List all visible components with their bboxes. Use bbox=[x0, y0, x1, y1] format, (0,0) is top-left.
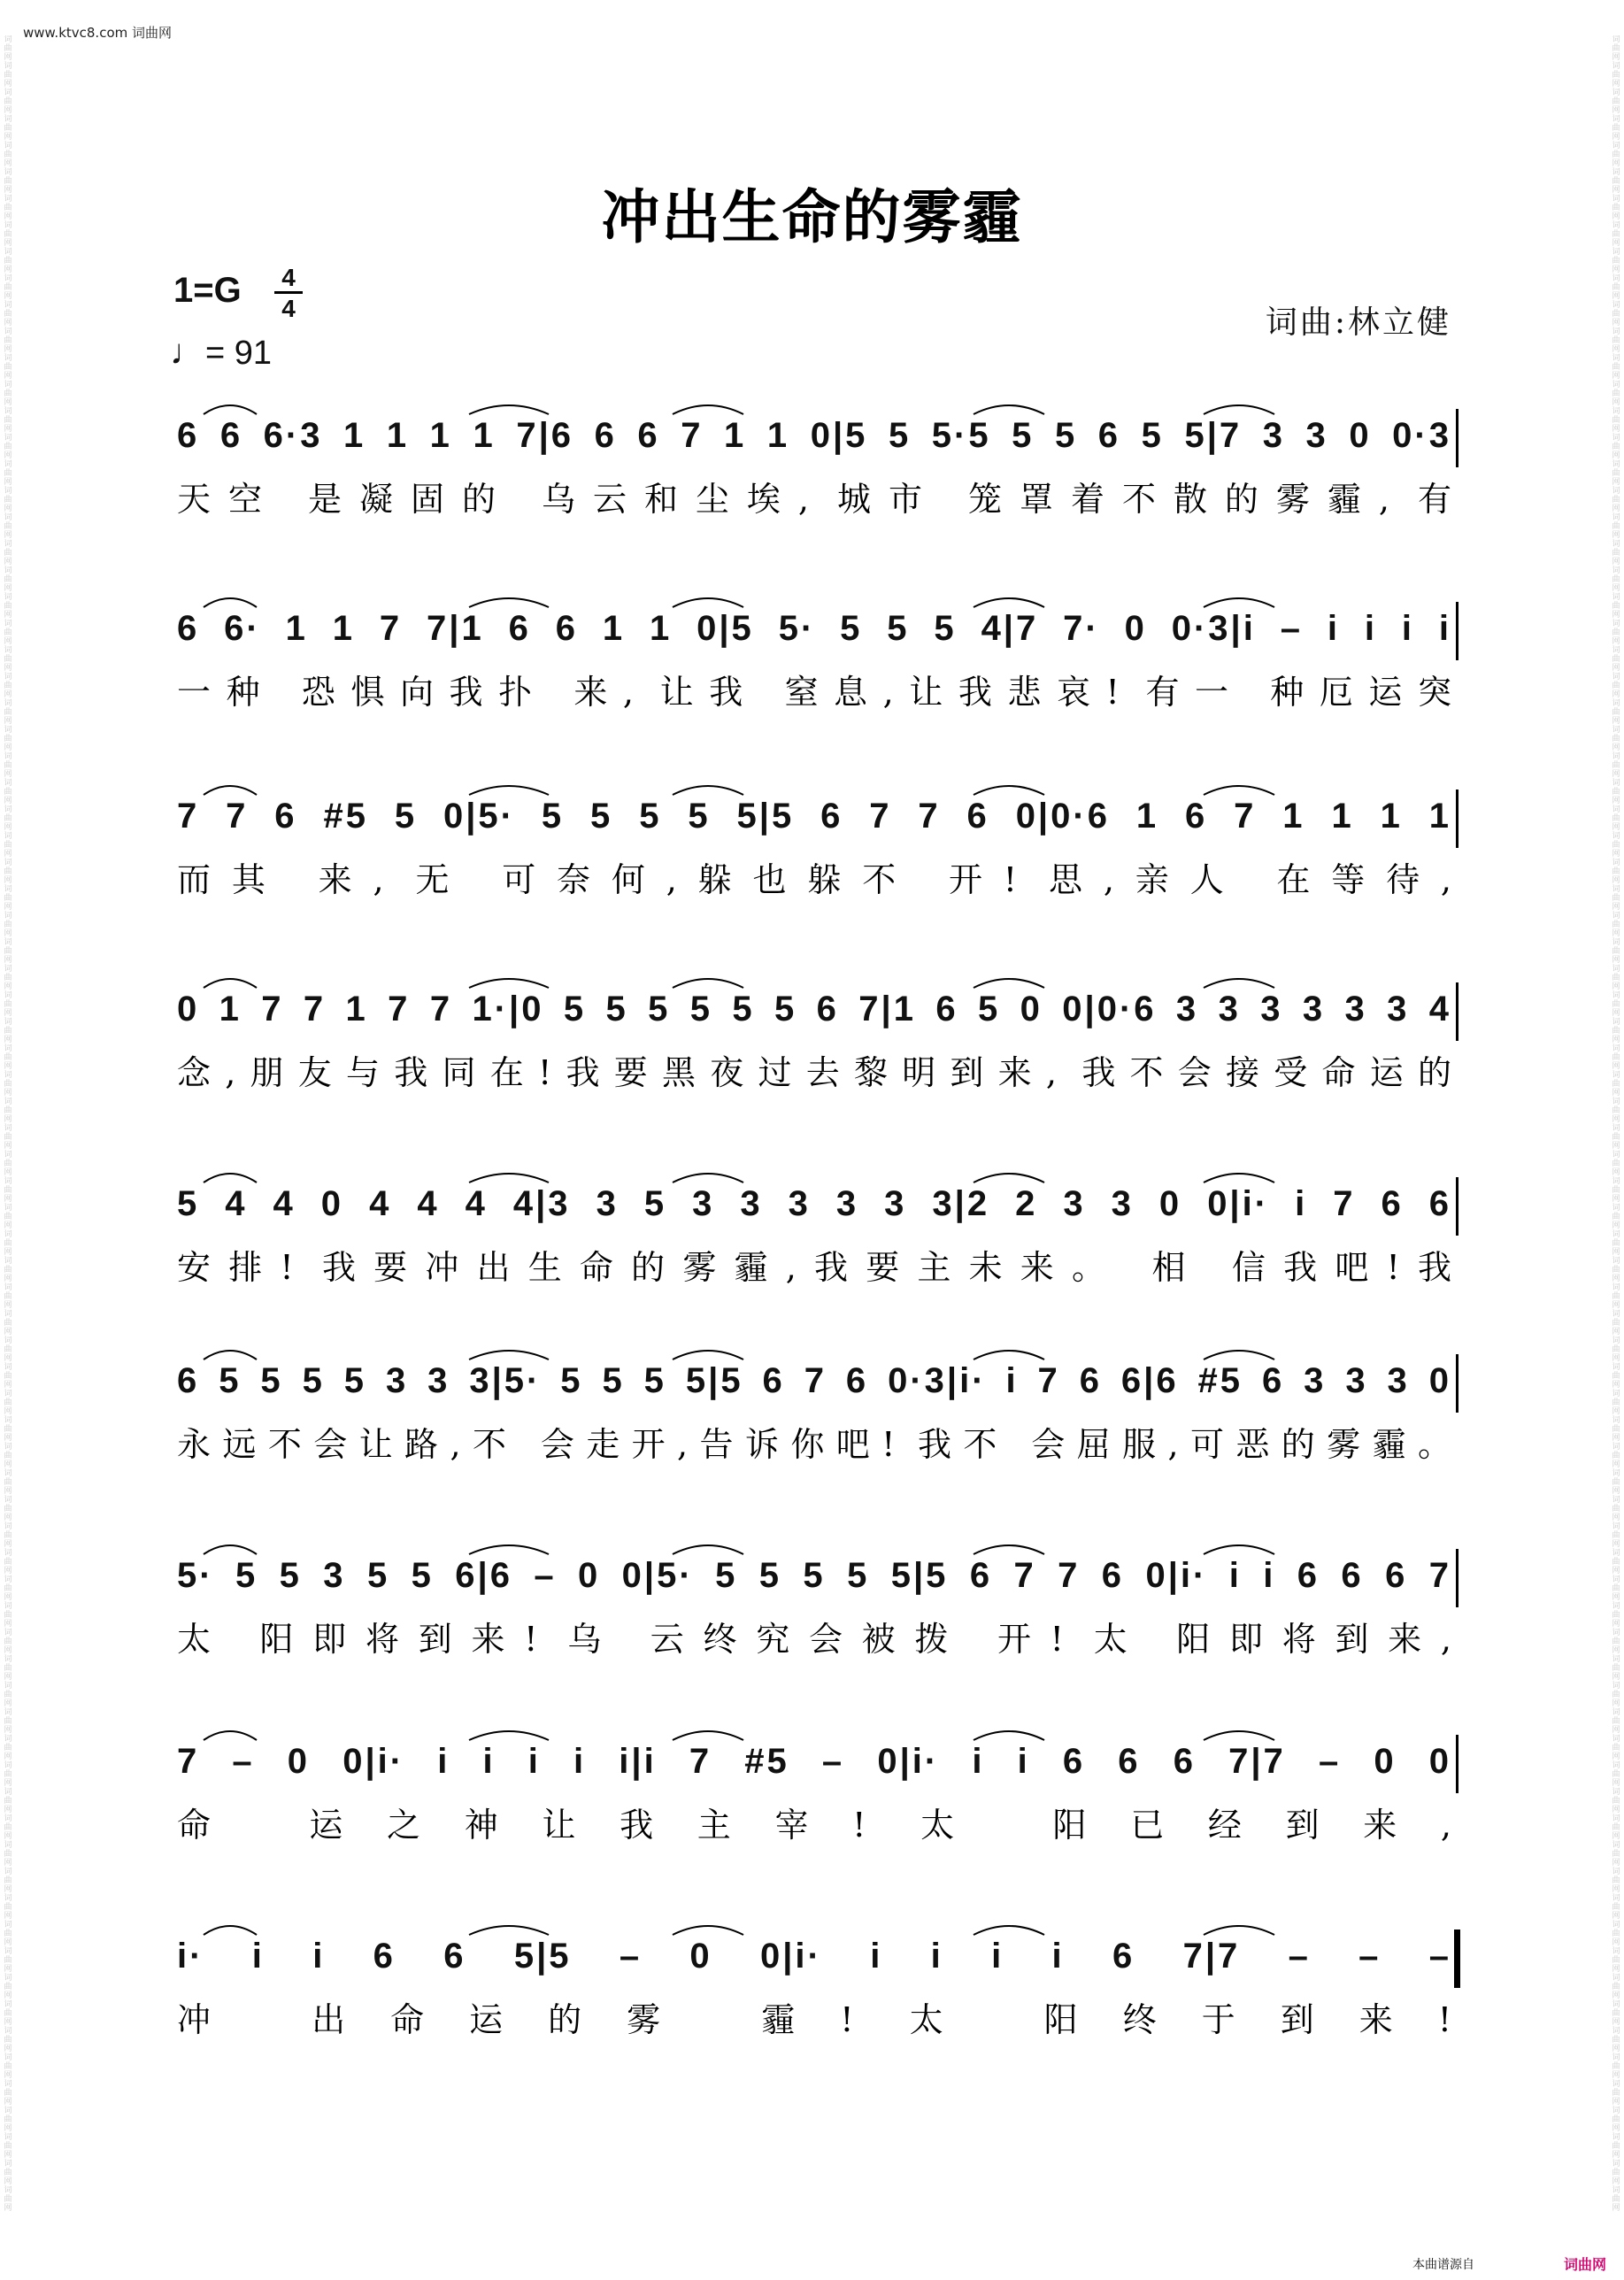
score-system bbox=[177, 1930, 1451, 2045]
watermark-strip-left: 词曲网 词曲网 词曲网 词曲网 词曲网 词曲网 词曲网 词曲网 词曲网 词曲网 词曲网 词曲网 词曲网 词曲网 词曲网 词曲网 词曲网 词曲网 词曲网 词曲网 词曲网 词曲网 词曲网 词曲网 词曲网 词曲网 词曲网 词曲网 词曲网 词曲网 词曲网 词曲网 词曲网 词曲网 词曲网 词曲网 词曲网 词曲网 词曲网 词曲网 词曲网 词曲网 词曲网 词曲网 词曲网 词曲网 词曲网 词曲网 词曲网 词曲网 词曲网 词曲网 词曲网 词曲网 词曲网 词曲网 词曲网 词曲网 词曲网 词曲网 词曲网 词曲网 词曲网 词曲网 词曲网 词曲网 词曲网 词曲网 词曲网 词曲网 词曲网 词曲网 词曲网 词曲网 词曲网 词曲网 词曲网 词曲网 词曲网 词曲网 词曲网 词曲网 bbox=[4, 35, 12, 2213]
lyrics-line: 一种 恐惧向我扑 来, 让我 窒息,让我悲哀! 有一 种厄运突 bbox=[177, 673, 1451, 712]
score-system bbox=[177, 1354, 1451, 1469]
watermark-strip-right: 词曲网 词曲网 词曲网 词曲网 词曲网 词曲网 词曲网 词曲网 词曲网 词曲网 词曲网 词曲网 词曲网 词曲网 词曲网 词曲网 词曲网 词曲网 词曲网 词曲网 词曲网 词曲网 词曲网 词曲网 词曲网 词曲网 词曲网 词曲网 词曲网 词曲网 词曲网 词曲网 词曲网 词曲网 词曲网 词曲网 词曲网 词曲网 词曲网 词曲网 词曲网 词曲网 词曲网 词曲网 词曲网 词曲网 词曲网 词曲网 词曲网 词曲网 词曲网 词曲网 词曲网 词曲网 词曲网 词曲网 词曲网 词曲网 词曲网 词曲网 词曲网 词曲网 词曲网 词曲网 词曲网 词曲网 词曲网 词曲网 词曲网 词曲网 词曲网 词曲网 词曲网 词曲网 词曲网 词曲网 词曲网 词曲网 词曲网 词曲网 词曲网 词曲网 bbox=[1612, 35, 1620, 2213]
lyrics-line: 而其 来, 无 可奈何,躲也躲不 开! 思,亲人 在等待, bbox=[177, 860, 1451, 899]
footer-source-label: 本曲谱源自 bbox=[1412, 2258, 1474, 2272]
lyrics-line: 安排! 我要冲出生命的雾霾,我要主未来。 相 信我吧!我 bbox=[177, 1248, 1451, 1287]
notation-line: 0 1 7 7 1 7 7 1·|0 5 5 5 5 5 5 6 7|1 6 5 0 0|0·6 3 3 3 3 3 3 4 bbox=[177, 990, 1451, 1028]
site-url[interactable]: www.ktvc8.com 词曲网 bbox=[23, 25, 173, 41]
quarter-note-icon: ♩ bbox=[170, 333, 205, 372]
lyrics-line: 念,朋友与我同在!我要黑夜过去黎明到来, 我不会接受命运的 bbox=[177, 1053, 1451, 1092]
key-signature: 1=G bbox=[173, 271, 242, 310]
barline bbox=[1456, 790, 1459, 848]
score-system bbox=[177, 790, 1451, 905]
footer-brand-logo[interactable]: 词曲网 bbox=[1563, 2256, 1606, 2273]
notation-line: 6 5 5 5 5 3 3 3|5· 5 5 5 5|5 6 7 6 0·3|i· i 7 6 6|6 #5 6 3 3 3 0 bbox=[177, 1361, 1451, 1400]
credits: 词曲:林立健 bbox=[1265, 304, 1451, 341]
notation-line: 7 – 0 0|i· i i i i i|i 7 #5 – 0|i· i i 6 6 6 7|7 – 0 0 bbox=[177, 1742, 1451, 1781]
score-system bbox=[177, 982, 1451, 1098]
barline bbox=[1456, 982, 1459, 1041]
lyrics-line: 命 运之神让我主宰! 太 阳已经到来, bbox=[177, 1806, 1451, 1845]
barline bbox=[1456, 1549, 1459, 1607]
score-system bbox=[177, 1735, 1451, 1850]
score-system bbox=[177, 602, 1451, 717]
notation-line: 7 7 6 #5 5 0|5· 5 5 5 5 5|5 6 7 7 6 0|0·6 1 6 7 1 1 1 1 bbox=[177, 797, 1451, 836]
time-signature-top: 4 bbox=[281, 264, 296, 291]
barline bbox=[1456, 1177, 1459, 1236]
tempo-marking bbox=[170, 333, 272, 373]
notation-line: i· i i 6 6 5|5 – 0 0|i· i i i i 6 7|7 – – – bbox=[177, 1937, 1451, 1976]
barline bbox=[1456, 1735, 1459, 1793]
score-system bbox=[177, 1549, 1451, 1664]
barline bbox=[1456, 602, 1459, 660]
time-signature-bottom: 4 bbox=[281, 295, 296, 322]
lyrics-line: 太 阳即将到来! 乌 云终究会被拨 开! 太 阳即将到来, bbox=[177, 1620, 1451, 1659]
lyrics-line: 冲 出命运的雾 霾! 太 阳终于到来! bbox=[177, 2000, 1451, 2039]
lyrics-line: 天空 是凝固的 乌云和尘埃, 城市 笼罩着不散的雾霾, 有 bbox=[177, 480, 1451, 519]
barline bbox=[1456, 409, 1459, 467]
notation-line: 6 6 6·3 1 1 1 1 7|6 6 6 7 1 1 0|5 5 5·5 5 5 6 5 5|7 3 3 0 0·3 bbox=[177, 416, 1451, 455]
time-signature-divider bbox=[274, 291, 303, 294]
score-system bbox=[177, 1177, 1451, 1292]
lyrics-line: 永远不会让路,不 会走开,告诉你吧! 我不 会屈服,可恶的雾霾。 bbox=[177, 1425, 1451, 1464]
score-title: 冲出生命的雾霾 bbox=[601, 182, 1023, 251]
notation-line: 5· 5 5 3 5 5 6|6 – 0 0|5· 5 5 5 5 5|5 6 7 7 6 0|i· i i 6 6 6 7 bbox=[177, 1556, 1451, 1595]
time-signature bbox=[274, 266, 303, 321]
notation-line: 5 4 4 0 4 4 4 4|3 3 5 3 3 3 3 3 3|2 2 3 3 0 0|i· i 7 6 6 bbox=[177, 1184, 1451, 1223]
tempo-value: = 91 bbox=[205, 335, 273, 372]
final-barline bbox=[1454, 1930, 1460, 1988]
notation-line: 6 6· 1 1 7 7|1 6 6 1 1 0|5 5· 5 5 5 4|7 7· 0 0·3|i – i i i i bbox=[177, 609, 1451, 648]
barline bbox=[1456, 1354, 1459, 1413]
score-system bbox=[177, 409, 1451, 524]
